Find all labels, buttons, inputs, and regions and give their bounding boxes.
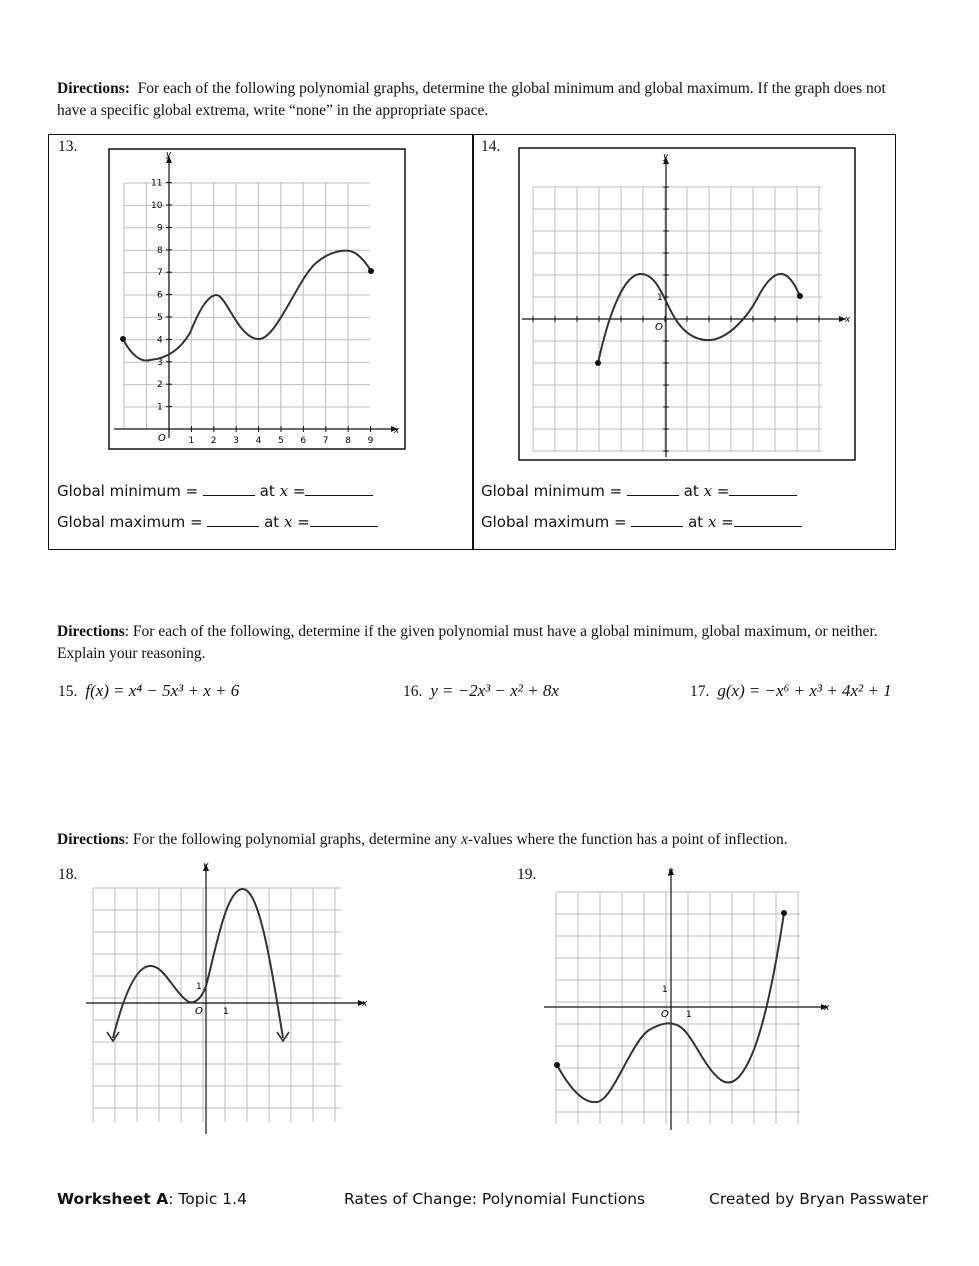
y-tick-label: 1: [157, 402, 163, 413]
graph-14-left-endpoint: [595, 360, 601, 366]
graph-13-frame: [109, 149, 405, 449]
graph-19-y-label: y: [668, 867, 674, 877]
problem-13-max-blank[interactable]: [207, 512, 259, 527]
directions-1-text: For each of the following polynomial graphs, determine the global minimum and global maximum. If the graph does not have a specific global extrema, write “none” in the appropriate space.: [57, 80, 886, 119]
graph-13: [108, 148, 406, 450]
problem-16-rhs: = −2x³ − x² + 8x: [441, 681, 559, 700]
directions-2-text: : For each of the following, determine if the given polynomial must have a global minimum, global maximum, or neither. Explain your reasoning.: [57, 623, 878, 662]
y-tick-label: 2: [157, 380, 163, 391]
table-divider: [472, 135, 474, 549]
footer-title: Rates of Change: Polynomial Functions: [344, 1190, 646, 1208]
directions-3: [57, 829, 927, 851]
graph-18-y-label: y: [203, 861, 209, 871]
problem-14-max-x-blank[interactable]: [734, 512, 802, 527]
footer-worksheet: [57, 1190, 247, 1208]
problem-13-max-var: x: [283, 513, 293, 531]
problem-13-min-var: x: [279, 482, 289, 500]
graph-14-x-label: x: [845, 315, 851, 325]
graph-19-y-tick-label: 1: [662, 985, 668, 995]
x-tick-label: 1: [188, 436, 195, 446]
problem-14-max-eq: =: [721, 513, 734, 531]
problem-14-number: 14.: [481, 138, 501, 155]
problem-13-number: 13.: [58, 138, 78, 155]
problem-14-min-line: [481, 481, 797, 500]
problem-17-rhs: = −x⁶ + x³ + 4x² + 1: [748, 681, 892, 700]
x-tick-label: 5: [278, 436, 284, 446]
problem-13-max-line: [57, 512, 378, 531]
problem-15-rhs: = x⁴ − 5x³ + x + 6: [112, 681, 240, 700]
problem-14-min-blank[interactable]: [627, 481, 679, 496]
problem-14-min-x-blank[interactable]: [729, 481, 797, 496]
graph-19-x-label: x: [824, 1003, 830, 1013]
footer-worksheet-label: Worksheet A: [57, 1190, 169, 1208]
graph-14: [518, 147, 856, 461]
problem-13-max-eq: =: [297, 513, 310, 531]
graph-19-origin-label: O: [661, 1009, 669, 1020]
graph-13-x-label: x: [394, 426, 400, 436]
directions-3-text-a: : For the following polynomial graphs, determine any: [124, 831, 461, 848]
y-tick-label: 7: [157, 268, 163, 279]
graph-18-grid: [93, 888, 341, 1122]
problem-14-max-label: Global maximum =: [481, 513, 627, 531]
problem-15-lhs: f(x): [85, 681, 109, 700]
x-tick-label: 7: [322, 436, 329, 446]
graph-14-y-tick-label: 1: [657, 293, 663, 303]
graph-18: [83, 858, 373, 1136]
problem-14-max-at: at: [688, 513, 704, 531]
problem-13-min-label: Global minimum =: [57, 482, 199, 500]
y-tick-label: 5: [157, 313, 163, 323]
problem-16-lhs: y: [430, 681, 438, 700]
graph-13-right-endpoint: [368, 268, 374, 274]
problem-17: [690, 681, 892, 701]
directions-1: [57, 78, 917, 122]
problem-13-max-label: Global maximum =: [57, 513, 203, 531]
problem-14-min-at: at: [683, 482, 699, 500]
graph-19-left-endpoint: [554, 1062, 560, 1068]
y-tick-label: 3: [157, 357, 163, 368]
problem-14-min-var: x: [703, 482, 713, 500]
graph-18-x-label: x: [362, 999, 368, 1009]
y-tick-label: 10: [151, 201, 163, 211]
graph-18-y-tick-label: 1: [196, 982, 202, 992]
graph-18-x-tick-label: 1: [223, 1007, 229, 1017]
graph-19-grid: [556, 892, 800, 1124]
directions-2: [57, 621, 922, 665]
problem-14-min-eq: =: [716, 482, 730, 500]
problem-13-min-blank[interactable]: [203, 481, 255, 496]
directions-2-label: Directions: [57, 623, 125, 640]
graph-13-origin-label: O: [158, 433, 166, 444]
problem-13-min-line: [57, 481, 373, 500]
graph-13-left-endpoint: [120, 336, 126, 342]
graph-18-origin-label: O: [195, 1006, 203, 1017]
x-tick-label: 2: [210, 436, 217, 446]
graph-13-y-label: y: [166, 150, 172, 160]
graph-19: [541, 862, 834, 1132]
y-tick-label: 6: [157, 290, 163, 301]
x-tick-label: 3: [233, 436, 239, 446]
problem-17-lhs: g(x): [717, 681, 745, 700]
problem-15: [58, 681, 239, 701]
problem-13-min-eq: =: [292, 482, 306, 500]
graph-19-right-endpoint: [781, 910, 787, 916]
graph-14-y-label: y: [663, 152, 669, 162]
problem-13-min-at: at: [259, 482, 275, 500]
y-tick-label: 4: [157, 335, 163, 346]
problem-18-number: 18.: [58, 866, 78, 883]
footer-author: Created by Bryan Passwater: [709, 1190, 929, 1208]
directions-3-var: x: [460, 831, 468, 848]
problem-13-max-x-blank[interactable]: [310, 512, 378, 527]
footer-topic: : Topic 1.4: [168, 1190, 247, 1208]
problem-14-max-blank[interactable]: [631, 512, 683, 527]
problem-14-max-var: x: [707, 513, 717, 531]
problem-14-min-label: Global minimum =: [481, 482, 623, 500]
problem-16: [403, 681, 559, 701]
x-tick-label: 4: [255, 436, 262, 446]
x-tick-label: 8: [345, 436, 351, 446]
problem-13-max-at: at: [264, 513, 280, 531]
directions-3-label: Directions: [57, 831, 125, 848]
y-tick-label: 11: [151, 178, 163, 189]
x-tick-label: 9: [367, 436, 374, 446]
directions-3-text-b: -values where the function has a point of inflection.: [467, 831, 788, 848]
problem-19-number: 19.: [517, 866, 537, 883]
y-tick-label: 9: [157, 223, 163, 234]
problem-13-min-x-blank[interactable]: [305, 481, 373, 496]
y-tick-label: 8: [157, 245, 163, 256]
graph-14-right-endpoint: [797, 293, 803, 299]
directions-1-label: Directions:: [57, 80, 130, 97]
problem-16-number: 16.: [403, 683, 423, 700]
graph-14-origin-label: O: [655, 322, 663, 333]
problem-14-max-line: [481, 512, 802, 531]
problem-15-number: 15.: [58, 683, 78, 700]
graph-19-x-tick-label: 1: [686, 1010, 692, 1020]
x-tick-label: 6: [300, 436, 307, 446]
problem-17-number: 17.: [690, 683, 710, 700]
